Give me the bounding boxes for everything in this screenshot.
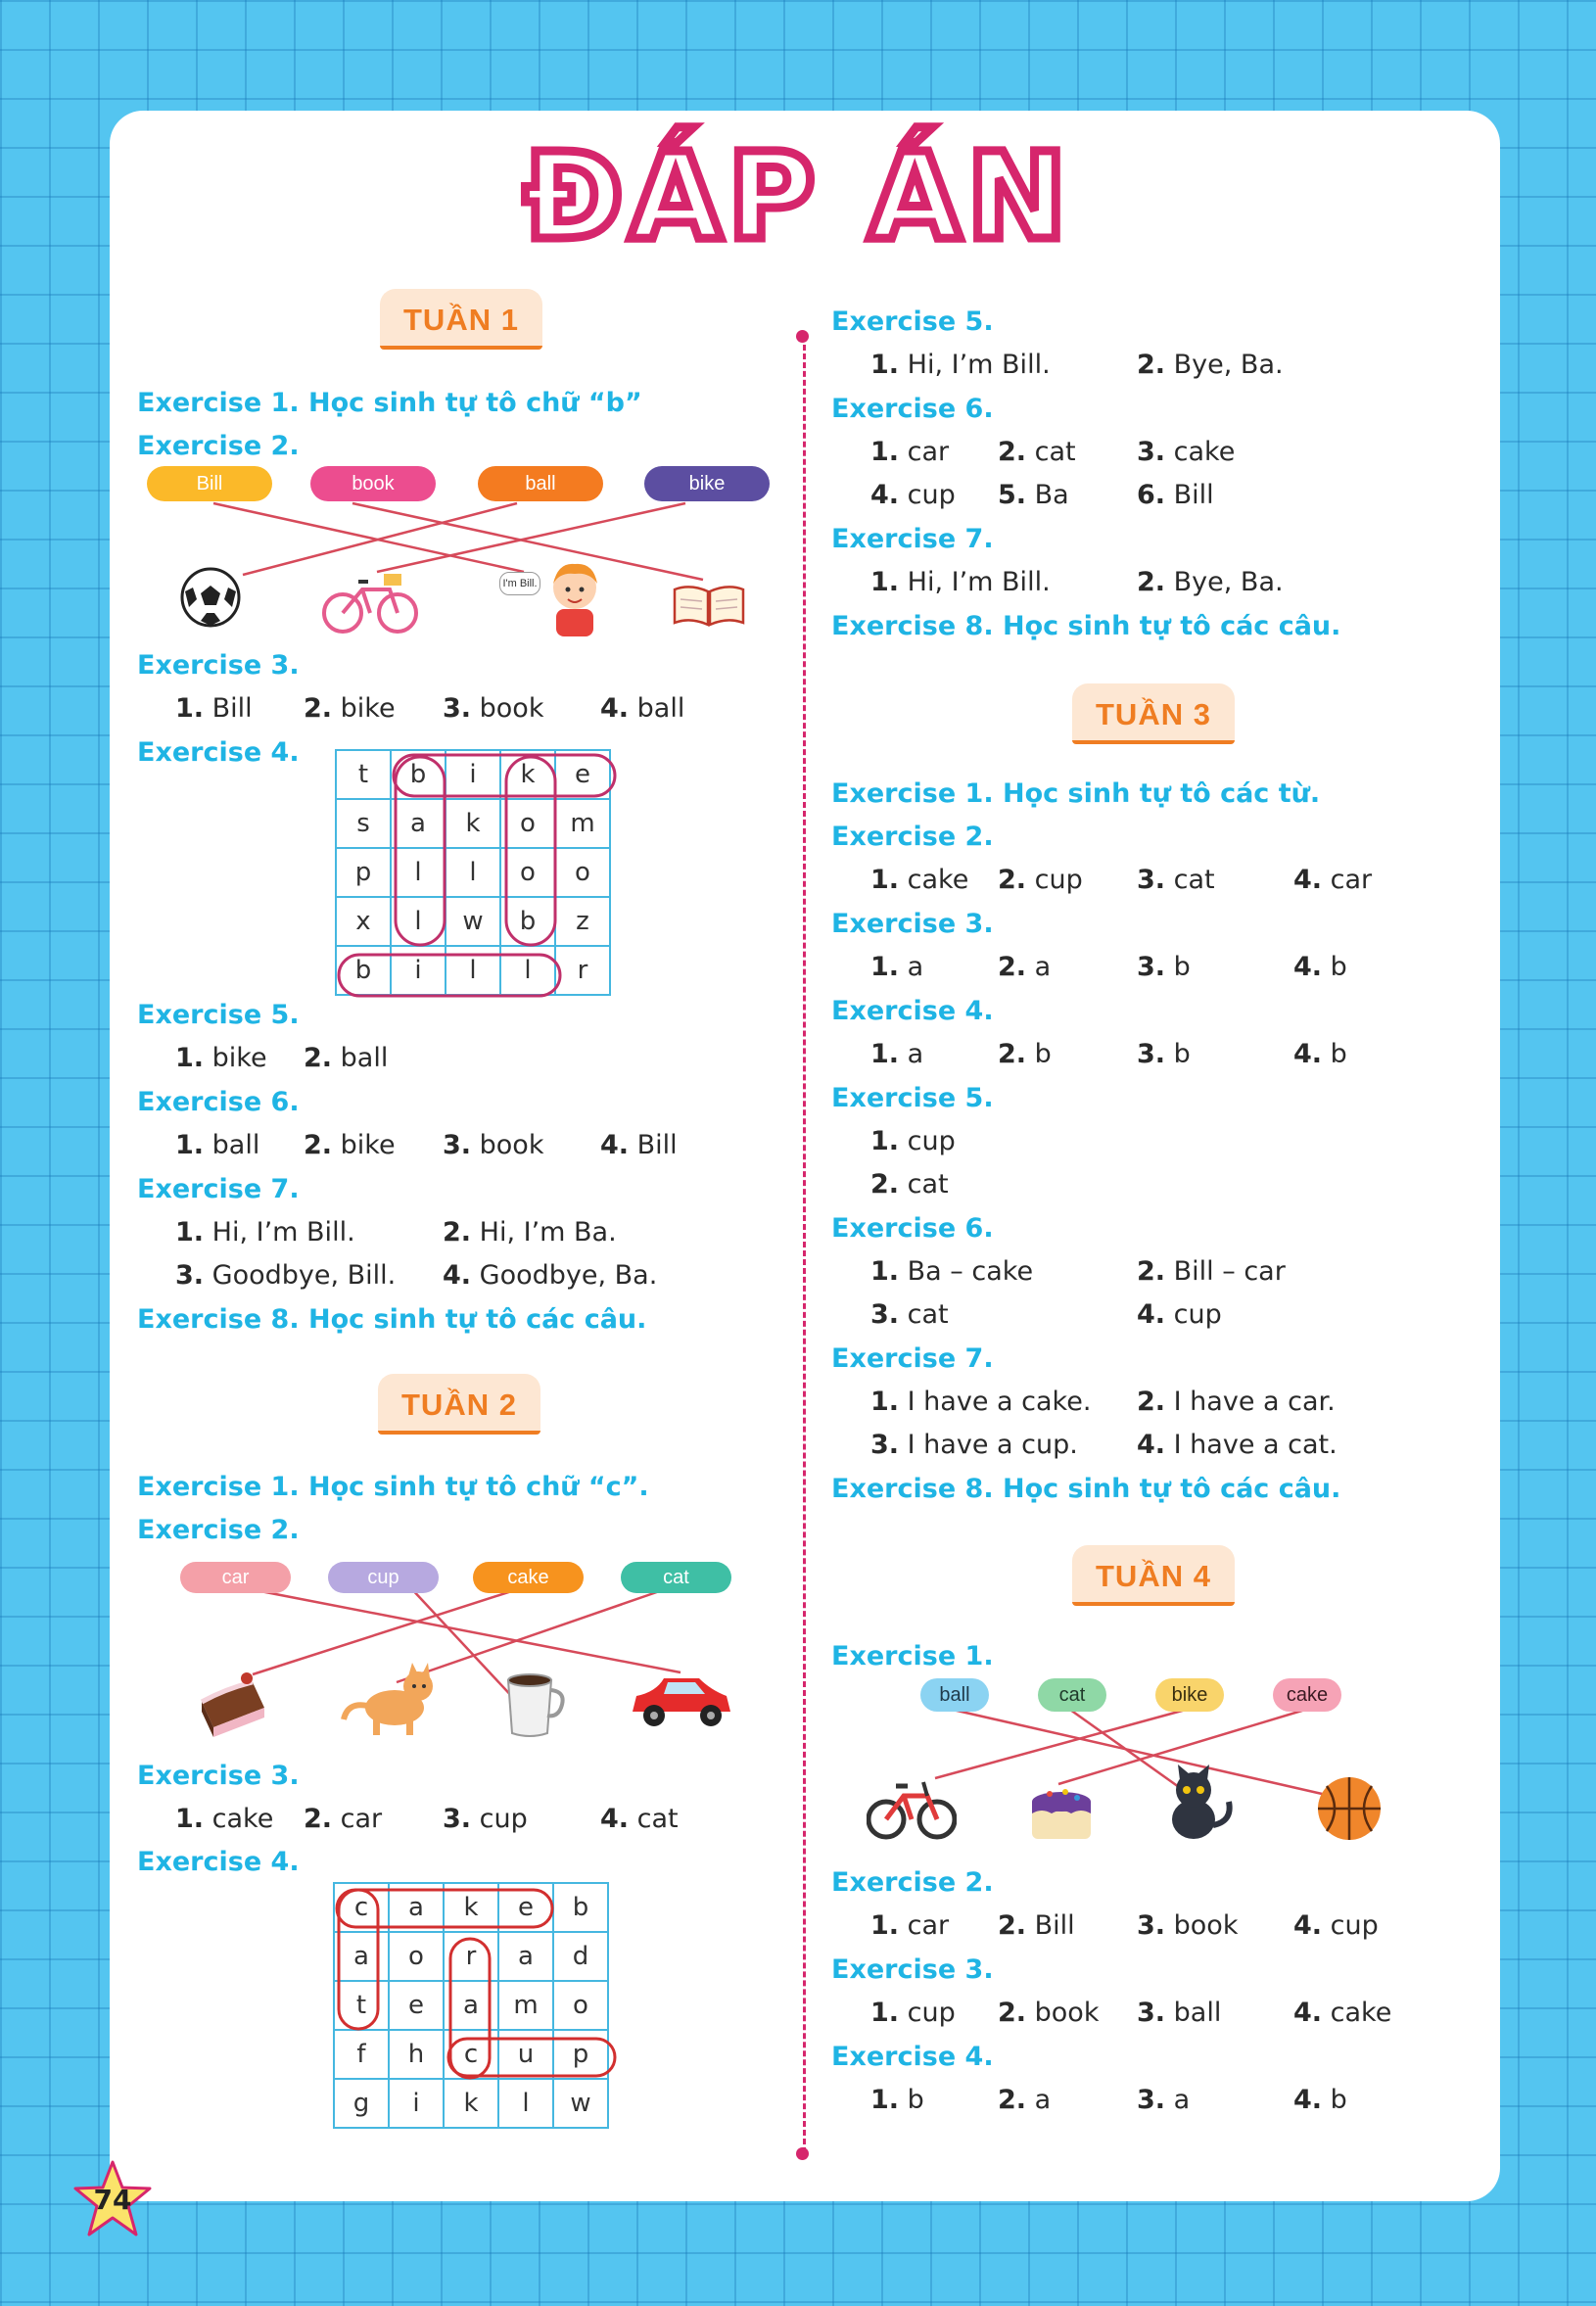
answer-row — [831, 946, 1478, 989]
exercise-title: Exercise 8. Học sinh tự tô các câu. — [831, 1474, 1341, 1504]
matching-exercise-b — [137, 462, 783, 638]
answer-item: 3. Goodbye, Bill. — [175, 1260, 397, 1291]
ball-picture — [1315, 1774, 1384, 1843]
page-number: 74 — [93, 2184, 132, 2216]
answer-item: 1. bike — [175, 1043, 267, 1073]
answer-item: 2. a — [998, 952, 1052, 982]
exercise-title: Exercise 7. — [137, 1174, 300, 1204]
match-line — [935, 1710, 1186, 1778]
word-grid: c a k e b a o r a d t e a m o f h c u p g i k l w — [333, 1882, 609, 2129]
bike-picture — [321, 566, 419, 636]
week-label: TUẦN 2 — [378, 1374, 540, 1435]
answer-item: 2. Hi, I’m Ba. — [443, 1217, 617, 1247]
answer-row — [137, 1211, 783, 1254]
ball-picture — [179, 566, 242, 629]
answer-item: 2. I have a car. — [1137, 1387, 1336, 1417]
answer-item: 2. a — [998, 2085, 1052, 2115]
answer-item: 2. cat — [870, 1169, 949, 1200]
answer-item: 1. cake — [870, 865, 969, 895]
cat-picture — [1156, 1763, 1235, 1847]
exercise-title: Exercise 8. Học sinh tự tô các câu. — [831, 611, 1341, 641]
answer-item: 4. b — [1293, 2085, 1347, 2115]
week-label: TUẦN 1 — [380, 289, 542, 350]
bill-picture — [540, 558, 609, 638]
word-pill: book — [310, 466, 436, 501]
answer-row — [831, 1120, 1478, 1163]
answer-item: 2. bike — [304, 693, 396, 724]
answer-item: 1. Bill — [175, 693, 253, 724]
divider-dot-bottom — [796, 2147, 809, 2160]
answer-item: 2. bike — [304, 1130, 396, 1160]
exercise-title: Exercise 2. — [831, 1867, 994, 1898]
cat-picture — [338, 1659, 446, 1737]
page-number-badge — [71, 2158, 154, 2240]
answer-item: 3. book — [443, 693, 544, 724]
answer-item: 2. cup — [998, 865, 1083, 895]
exercise-title: Exercise 5. — [831, 1083, 994, 1113]
answer-item: 2. car — [304, 1804, 383, 1834]
answer-item: 3. cup — [443, 1804, 528, 1834]
bike-picture — [867, 1768, 957, 1843]
answer-item: 1. Hi, I’m Bill. — [870, 567, 1051, 597]
week-1-badge — [380, 289, 542, 350]
answer-item: 1. a — [870, 952, 924, 982]
answer-item: 2. Bill – car — [1137, 1256, 1286, 1287]
answer-item: 1. cake — [175, 1804, 274, 1834]
answer-item: 1. a — [870, 1039, 924, 1069]
cake-picture — [194, 1663, 272, 1741]
answer-item: 2. cat — [998, 437, 1076, 467]
word-pill: cat — [1038, 1678, 1106, 1712]
word-pill: cake — [473, 1562, 584, 1593]
answer-item: 4. b — [1293, 952, 1347, 982]
page-title: ĐÁP ÁN — [523, 127, 1073, 266]
exercise-title: Exercise 2. — [137, 431, 300, 461]
answer-row — [831, 474, 1478, 517]
exercise-title: Exercise 1. — [831, 1641, 994, 1671]
word-pill: ball — [478, 466, 603, 501]
answer-row — [137, 687, 783, 730]
answer-row — [137, 1124, 783, 1167]
exercise-title: Exercise 8. Học sinh tự tô các câu. — [137, 1304, 647, 1335]
word-pill: bike — [644, 466, 770, 501]
answer-item: 4. cake — [1293, 1998, 1392, 2028]
answer-item: 4. Bill — [600, 1130, 678, 1160]
match-line — [243, 503, 517, 575]
answer-item: 3. b — [1137, 952, 1191, 982]
word-pill: car — [180, 1562, 291, 1593]
word-pill: Bill — [147, 466, 272, 501]
car-picture — [627, 1667, 734, 1735]
exercise-title: Exercise 5. — [137, 1000, 300, 1030]
answer-row — [831, 859, 1478, 902]
answer-row — [137, 1254, 783, 1297]
answer-row — [831, 1992, 1478, 2035]
exercise-title: Exercise 7. — [831, 524, 994, 554]
answer-item: 1. ball — [175, 1130, 260, 1160]
answer-item: 1. Hi, I’m Bill. — [175, 1217, 355, 1247]
answer-item: 3. ball — [1137, 1998, 1222, 2028]
cake-picture — [1022, 1770, 1101, 1845]
answer-row — [831, 344, 1478, 387]
word-pill: cup — [328, 1562, 439, 1593]
answer-item: 3. I have a cup. — [870, 1430, 1078, 1460]
answer-row — [831, 2079, 1478, 2122]
word-pill: cat — [621, 1562, 731, 1593]
answer-row — [831, 1294, 1478, 1337]
answer-item: 1. Ba – cake — [870, 1256, 1034, 1287]
answer-item: 3. cat — [870, 1299, 949, 1330]
match-line — [377, 503, 685, 572]
answer-row — [137, 1037, 783, 1080]
answer-row — [831, 1163, 1478, 1206]
answer-item: 3. b — [1137, 1039, 1191, 1069]
answer-item: 4. cup — [1137, 1299, 1222, 1330]
week-label: TUẦN 3 — [1072, 683, 1235, 744]
exercise-title: Exercise 6. — [831, 1213, 994, 1244]
word-pill: bike — [1155, 1678, 1224, 1712]
answer-item: 4. cup — [870, 480, 956, 510]
answer-item: 2. Bye, Ba. — [1137, 350, 1284, 380]
answer-item: 1. I have a cake. — [870, 1387, 1092, 1417]
answer-row — [831, 1381, 1478, 1424]
word-pill: ball — [920, 1678, 989, 1712]
answer-item: 1. car — [870, 1910, 950, 1941]
exercise-title: Exercise 5. — [831, 306, 994, 337]
answer-item: 3. cake — [1137, 437, 1236, 467]
answer-row — [831, 1033, 1478, 1076]
column-divider — [803, 336, 806, 2153]
answer-row — [831, 1424, 1478, 1467]
answer-item: 5. Ba — [998, 480, 1069, 510]
answer-item: 4. car — [1293, 865, 1373, 895]
book-picture — [671, 580, 747, 631]
word-pill: cake — [1273, 1678, 1341, 1712]
exercise-title: Exercise 6. — [831, 394, 994, 424]
answer-item: 4. b — [1293, 1039, 1347, 1069]
answer-row — [137, 1798, 783, 1841]
answer-item: 3. cat — [1137, 865, 1215, 895]
matching-exercise-c — [137, 1557, 783, 1743]
cup-picture — [494, 1663, 573, 1741]
exercise-title: Exercise 4. — [831, 996, 994, 1026]
answer-item: 3. book — [443, 1130, 544, 1160]
answer-row — [831, 1250, 1478, 1294]
answer-item: 2. book — [998, 1998, 1100, 2028]
answer-row — [831, 431, 1478, 474]
week-3-badge — [1072, 683, 1235, 744]
answer-item: 4. cup — [1293, 1910, 1379, 1941]
answer-row — [831, 1905, 1478, 1948]
week-label: TUẦN 4 — [1072, 1545, 1235, 1606]
exercise-title: Exercise 1. Học sinh tự tô các từ. — [831, 778, 1321, 809]
speech-bubble: I'm Bill. — [499, 572, 540, 595]
matching-exercise-mixed — [831, 1674, 1478, 1851]
answer-item: 1. cup — [870, 1126, 956, 1156]
exercise-title: Exercise 3. — [137, 1761, 300, 1791]
answer-item: 1. cup — [870, 1998, 956, 2028]
answer-item: 6. Bill — [1137, 480, 1214, 510]
exercise-title: Exercise 1. Học sinh tự tô chữ “b” — [137, 388, 642, 418]
answer-item: 1. Hi, I’m Bill. — [870, 350, 1051, 380]
exercise-title: Exercise 3. — [137, 650, 300, 681]
exercise-title: Exercise 6. — [137, 1087, 300, 1117]
exercise-title: Exercise 3. — [831, 909, 994, 939]
answer-item: 4. cat — [600, 1804, 679, 1834]
answer-item: 1. car — [870, 437, 950, 467]
exercise-title: Exercise 4. — [137, 737, 300, 768]
word-search-b — [335, 749, 611, 996]
word-grid: t b i k e s a k o m p l l o o x l w b z b i l l r — [335, 749, 611, 996]
answer-item: 3. book — [1137, 1910, 1239, 1941]
divider-dot-top — [796, 330, 809, 343]
exercise-title: Exercise 7. — [831, 1343, 994, 1374]
answer-item: 4. ball — [600, 693, 685, 724]
exercise-title: Exercise 1. Học sinh tự tô chữ “c”. — [137, 1472, 649, 1502]
week-2-badge — [378, 1374, 540, 1435]
answer-item: 2. Bye, Ba. — [1137, 567, 1284, 597]
answer-item: 1. b — [870, 2085, 924, 2115]
exercise-title: Exercise 2. — [831, 822, 994, 852]
answer-item: 2. Bill — [998, 1910, 1075, 1941]
exercise-title: Exercise 4. — [137, 1847, 300, 1877]
answer-item: 4. I have a cat. — [1137, 1430, 1338, 1460]
exercise-title: Exercise 4. — [831, 2042, 994, 2072]
answer-item: 3. a — [1137, 2085, 1191, 2115]
answer-item: 2. ball — [304, 1043, 389, 1073]
week-4-badge — [1072, 1545, 1235, 1606]
exercise-title: Exercise 2. — [137, 1515, 300, 1545]
answer-item: 2. b — [998, 1039, 1052, 1069]
exercise-title: Exercise 3. — [831, 1954, 994, 1985]
answer-row — [831, 561, 1478, 604]
word-search-c — [333, 1882, 609, 2129]
answer-item: 4. Goodbye, Ba. — [443, 1260, 658, 1291]
